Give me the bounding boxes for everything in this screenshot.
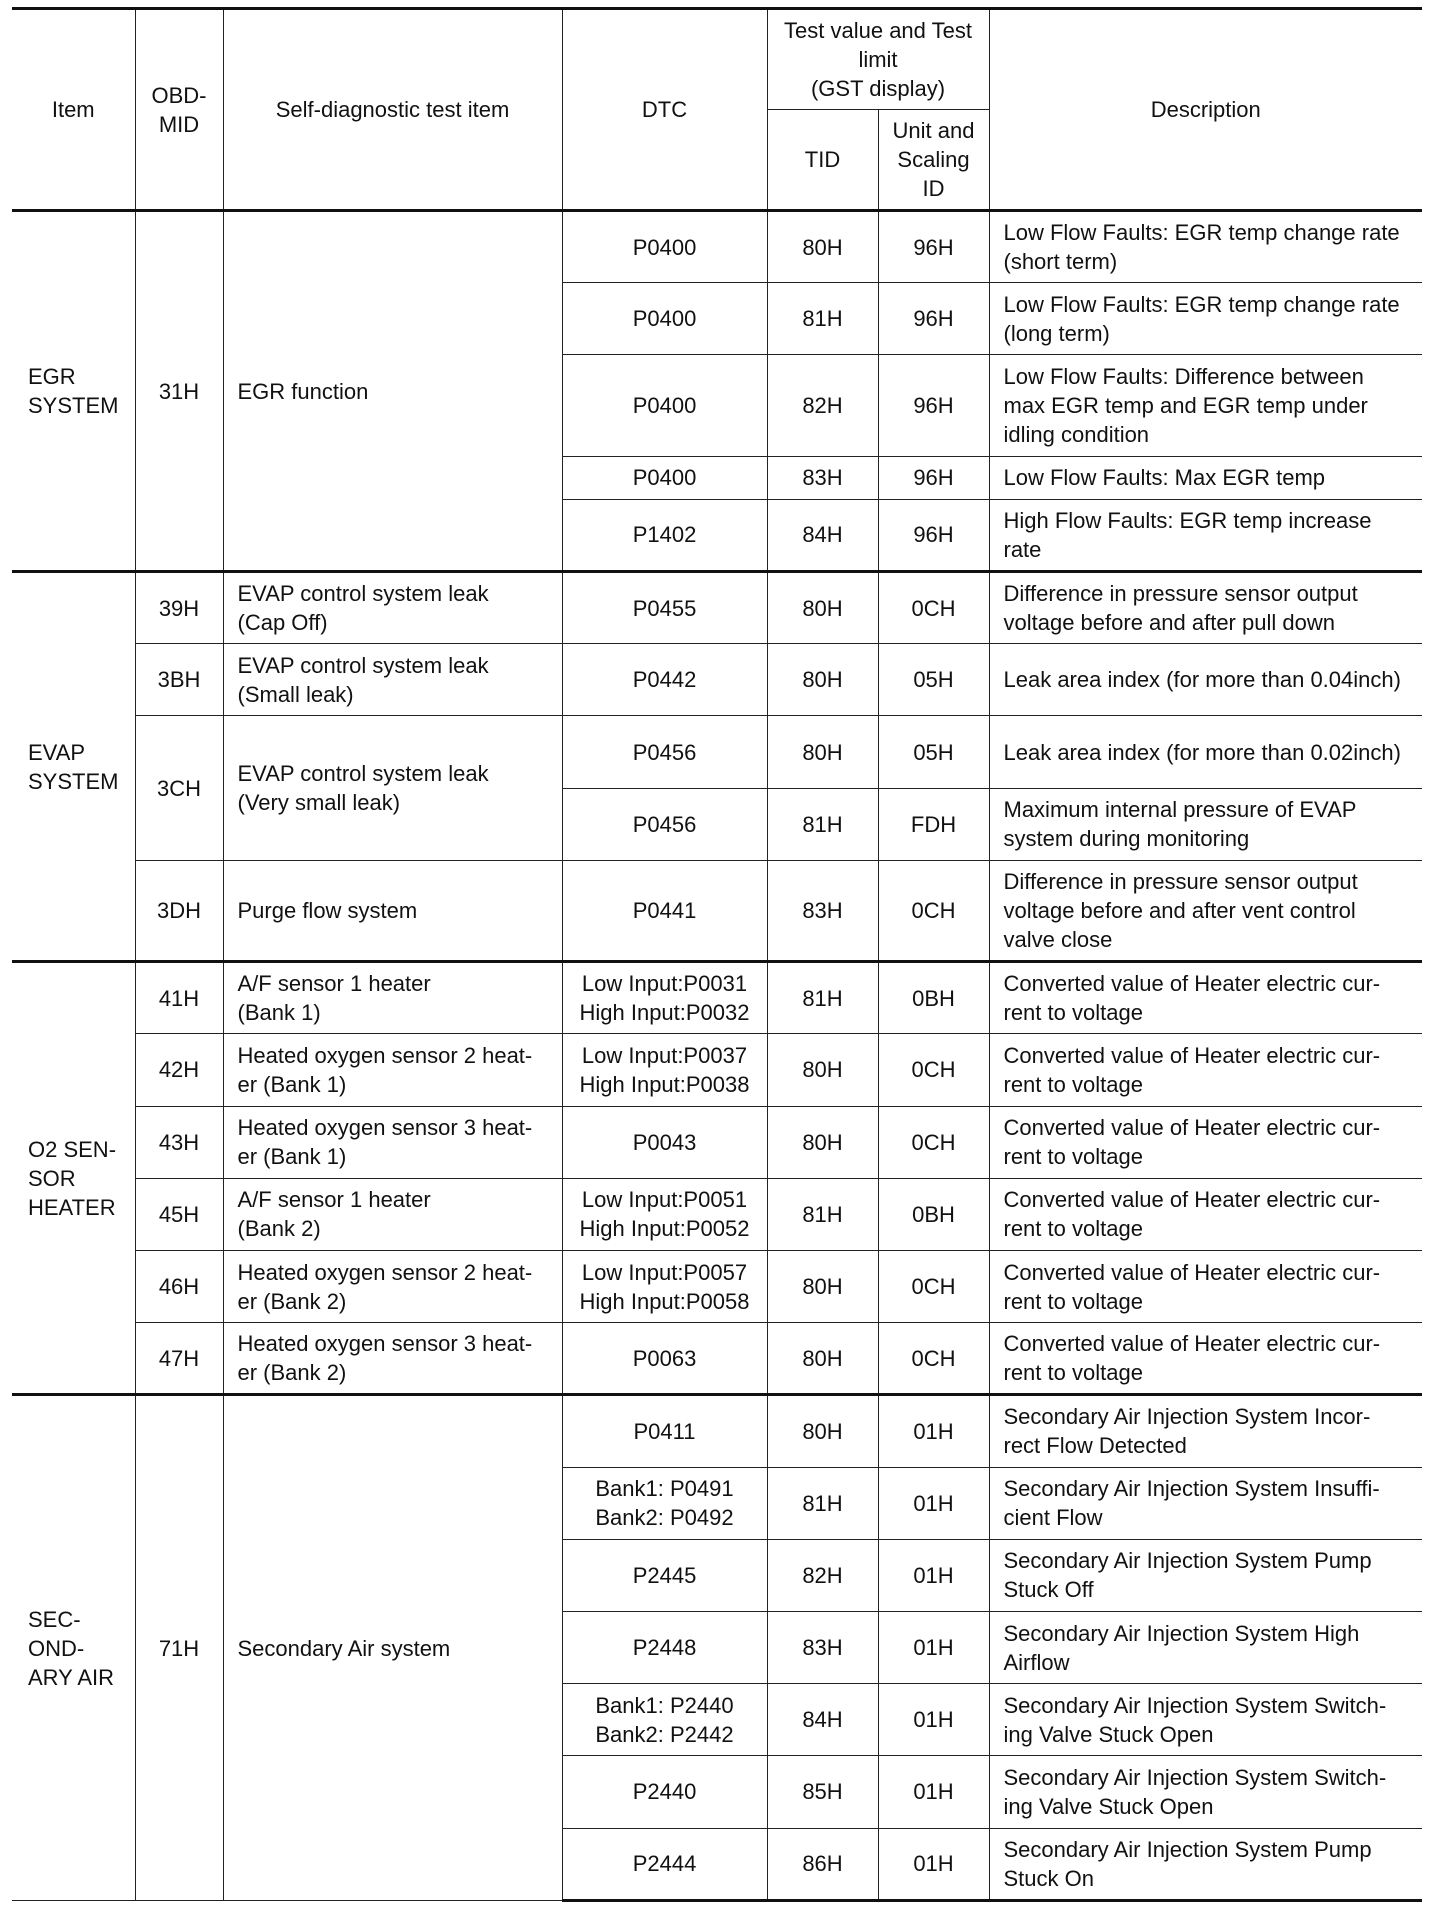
description-cell: Secondary Air Injection System Pump Stuck On (989, 1828, 1422, 1900)
test-item-cell: Secondary Air system (223, 1395, 562, 1901)
test-item-cell: Heated oxygen sensor 3 heat- er (Bank 1) (223, 1106, 562, 1178)
test-item-cell: Heated oxygen sensor 2 heat- er (Bank 2) (223, 1250, 562, 1322)
unit-cell: 0CH (878, 1250, 989, 1322)
dtc-cell: P0063 (562, 1323, 767, 1395)
obd-mid-cell: 3BH (135, 644, 223, 716)
unit-cell: 01H (878, 1828, 989, 1900)
header-self-diagnostic-test-item: Self-diagnostic test item (223, 9, 562, 211)
dtc-cell: Bank1: P2440 Bank2: P2442 (562, 1684, 767, 1756)
test-item-cell: EVAP control system leak (Very small leak) (223, 716, 562, 860)
group-item-o2-sensor-heater: O2 SEN- SOR HEATER (12, 962, 135, 1395)
test-item-cell: A/F sensor 1 heater (Bank 1) (223, 962, 562, 1034)
tid-cell: 83H (767, 860, 878, 961)
table-row (12, 1178, 1422, 1250)
description-cell: Converted value of Heater electric cur- rent to voltage (989, 1178, 1422, 1250)
dtc-cell: P0411 (562, 1395, 767, 1467)
description-cell: Converted value of Heater electric cur- rent to voltage (989, 1323, 1422, 1395)
dtc-cell: P2440 (562, 1756, 767, 1828)
unit-cell: 01H (878, 1756, 989, 1828)
description-cell: Low Flow Faults: EGR temp change rate (short term) (989, 211, 1422, 283)
obd-mid-cell: 45H (135, 1178, 223, 1250)
tid-cell: 81H (767, 283, 878, 355)
tid-cell: 80H (767, 1323, 878, 1395)
unit-cell: 01H (878, 1539, 989, 1611)
header-unit-scaling-id: Unit and Scaling ID (878, 110, 989, 211)
test-item-cell: Heated oxygen sensor 3 heat- er (Bank 2) (223, 1323, 562, 1395)
unit-cell: 01H (878, 1395, 989, 1467)
tid-cell: 80H (767, 211, 878, 283)
dtc-cell: P0400 (562, 456, 767, 499)
description-cell: Converted value of Heater electric cur- rent to voltage (989, 962, 1422, 1034)
description-cell: Converted value of Heater electric cur- rent to voltage (989, 1106, 1422, 1178)
header-description: Description (989, 9, 1422, 211)
description-cell: Converted value of Heater electric cur- rent to voltage (989, 1250, 1422, 1322)
dtc-cell: P0400 (562, 211, 767, 283)
unit-cell: 0CH (878, 1323, 989, 1395)
dtc-cell: P2445 (562, 1539, 767, 1611)
description-cell: Secondary Air Injection System High Airflow (989, 1611, 1422, 1683)
obd-mid-cell: 39H (135, 572, 223, 644)
description-cell: Secondary Air Injection System Switch- ing Valve Stuck Open (989, 1684, 1422, 1756)
dtc-cell: P2444 (562, 1828, 767, 1900)
test-item-cell: Heated oxygen sensor 2 heat- er (Bank 1) (223, 1034, 562, 1106)
group-item-evap: EVAP SYSTEM (12, 572, 135, 962)
dtc-cell: Low Input:P0031 High Input:P0032 (562, 962, 767, 1034)
dtc-cell: P0456 (562, 788, 767, 860)
description-cell: Leak area index (for more than 0.04inch) (989, 644, 1422, 716)
description-cell: Maximum internal pressure of EVAP system during monitoring (989, 788, 1422, 860)
table-row (12, 1395, 1422, 1467)
unit-cell: 96H (878, 456, 989, 499)
obd-mid-cell: 43H (135, 1106, 223, 1178)
header-obd-mid: OBD- MID (135, 9, 223, 211)
tid-cell: 83H (767, 456, 878, 499)
test-item-cell: EGR function (223, 211, 562, 572)
obd-mid-cell: 31H (135, 211, 223, 572)
unit-cell: 01H (878, 1611, 989, 1683)
tid-cell: 80H (767, 1395, 878, 1467)
dtc-cell: P0043 (562, 1106, 767, 1178)
unit-cell: 0CH (878, 1106, 989, 1178)
unit-cell: 96H (878, 211, 989, 283)
unit-cell: 96H (878, 283, 989, 355)
obd-mid-cell: 46H (135, 1250, 223, 1322)
unit-cell: FDH (878, 788, 989, 860)
description-cell: Secondary Air Injection System Pump Stuck Off (989, 1539, 1422, 1611)
obd-mid-cell: 47H (135, 1323, 223, 1395)
description-cell: Low Flow Faults: EGR temp change rate (long term) (989, 283, 1422, 355)
description-cell: Secondary Air Injection System Incor- rect Flow Detected (989, 1395, 1422, 1467)
obd-mid-cell: 41H (135, 962, 223, 1034)
description-cell: High Flow Faults: EGR temp increase rate (989, 499, 1422, 571)
unit-cell: 0CH (878, 572, 989, 644)
description-cell: Low Flow Faults: Max EGR temp (989, 456, 1422, 499)
tid-cell: 81H (767, 962, 878, 1034)
table-row (12, 644, 1422, 716)
unit-cell: 96H (878, 499, 989, 571)
description-cell: Difference in pressure sensor output voltage before and after pull down (989, 572, 1422, 644)
dtc-cell: P2448 (562, 1611, 767, 1683)
table-row (12, 716, 1422, 788)
tid-cell: 84H (767, 1684, 878, 1756)
table-row (12, 1250, 1422, 1322)
description-cell: Leak area index (for more than 0.02inch) (989, 716, 1422, 788)
group-item-egr: EGR SYSTEM (12, 211, 135, 572)
obd-monitor-table (12, 7, 1422, 1902)
table-row (12, 211, 1422, 283)
unit-cell: 0BH (878, 962, 989, 1034)
table-row (12, 962, 1422, 1034)
dtc-cell: Low Input:P0037 High Input:P0038 (562, 1034, 767, 1106)
obd-mid-cell: 3CH (135, 716, 223, 860)
unit-cell: 0BH (878, 1178, 989, 1250)
tid-cell: 82H (767, 1539, 878, 1611)
dtc-cell: P0442 (562, 644, 767, 716)
group-item-secondary-air: SEC- OND- ARY AIR (12, 1395, 135, 1901)
dtc-cell: P0400 (562, 283, 767, 355)
tid-cell: 81H (767, 1467, 878, 1539)
dtc-cell: P0456 (562, 716, 767, 788)
header-dtc: DTC (562, 9, 767, 211)
table-row (12, 1106, 1422, 1178)
tid-cell: 80H (767, 644, 878, 716)
dtc-cell: Low Input:P0051 High Input:P0052 (562, 1178, 767, 1250)
unit-cell: 96H (878, 355, 989, 456)
dtc-cell: Bank1: P0491 Bank2: P0492 (562, 1467, 767, 1539)
table-row (12, 860, 1422, 961)
obd-mid-cell: 3DH (135, 860, 223, 961)
obd-mid-cell: 42H (135, 1034, 223, 1106)
unit-cell: 0CH (878, 860, 989, 961)
description-cell: Low Flow Faults: Difference between max EGR temp and EGR temp under idling condition (989, 355, 1422, 456)
test-item-cell: A/F sensor 1 heater (Bank 2) (223, 1178, 562, 1250)
test-item-cell: Purge flow system (223, 860, 562, 961)
description-cell: Converted value of Heater electric cur- rent to voltage (989, 1034, 1422, 1106)
tid-cell: 83H (767, 1611, 878, 1683)
unit-cell: 05H (878, 644, 989, 716)
header-item: Item (12, 9, 135, 211)
tid-cell: 80H (767, 1034, 878, 1106)
tid-cell: 84H (767, 499, 878, 571)
table-row (12, 1034, 1422, 1106)
unit-cell: 05H (878, 716, 989, 788)
obd-mid-cell: 71H (135, 1395, 223, 1901)
test-item-cell: EVAP control system leak (Cap Off) (223, 572, 562, 644)
dtc-cell: P1402 (562, 499, 767, 571)
dtc-cell: Low Input:P0057 High Input:P0058 (562, 1250, 767, 1322)
tid-cell: 85H (767, 1756, 878, 1828)
tid-cell: 86H (767, 1828, 878, 1900)
tid-cell: 82H (767, 355, 878, 456)
unit-cell: 01H (878, 1467, 989, 1539)
unit-cell: 01H (878, 1684, 989, 1756)
dtc-cell: P0441 (562, 860, 767, 961)
tid-cell: 80H (767, 1250, 878, 1322)
description-cell: Secondary Air Injection System Insuffi- cient Flow (989, 1467, 1422, 1539)
test-item-cell: EVAP control system leak (Small leak) (223, 644, 562, 716)
table-row (12, 1323, 1422, 1395)
table-row (12, 572, 1422, 644)
description-cell: Secondary Air Injection System Switch- ing Valve Stuck Open (989, 1756, 1422, 1828)
tid-cell: 81H (767, 788, 878, 860)
unit-cell: 0CH (878, 1034, 989, 1106)
dtc-cell: P0400 (562, 355, 767, 456)
header-test-value: Test value and Test limit (GST display) (767, 9, 989, 110)
description-cell: Difference in pressure sensor output voltage before and after vent control valve close (989, 860, 1422, 961)
tid-cell: 80H (767, 1106, 878, 1178)
tid-cell: 81H (767, 1178, 878, 1250)
dtc-cell: P0455 (562, 572, 767, 644)
tid-cell: 80H (767, 716, 878, 788)
tid-cell: 80H (767, 572, 878, 644)
header-tid: TID (767, 110, 878, 211)
